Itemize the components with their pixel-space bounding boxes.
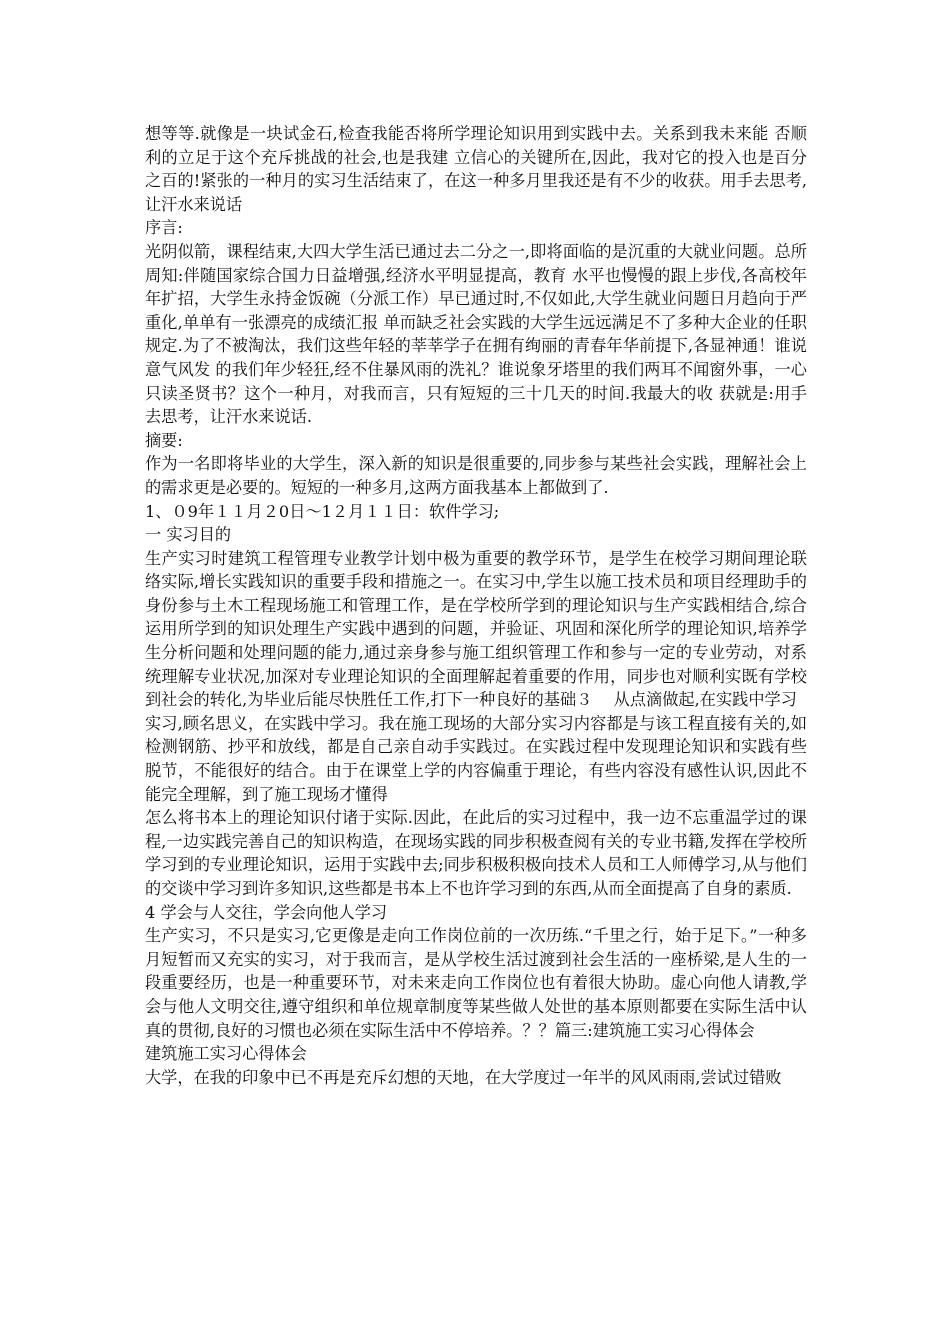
heading-communication: 4 学会与人交往，学会向他人学习: [145, 902, 388, 922]
document-page: [145, 122, 807, 1089]
paragraph-communication: 生产实习，不只是实习,它更像是走向工作岗位前的一次历练.“千里之行，始于足下。”一种多月短暂而又充实的实习，对于我而言，是从学校生活过渡到社会生活的一座桥梁,是人生的一段重要经历，也是一种重要环节，对未来走向工作岗位也有着很大协助。虚心向他人请教,学会与他人文明交往,遵守组织和单位规章制度等某些做人处世的基本原则都要在实际生活中认真的贯彻,良好的习惯也必须在实际生活中不停培养。？？篇三:建筑施工实习心得体会: [145, 926, 807, 1040]
heading-abstract: 摘要:: [145, 430, 183, 450]
paragraph-preface: 光阴似箭，课程结束,大四大学生活已通过去二分之一,即将面临的是沉重的大就业问题。总所周知:伴随国家综合国力日益增强,经济水平明显提高，教育 水平也慢慢的跟上步伐,各高校年年扩招，大学生永持金饭碗（分派工作）早已通过时,不仅如此,大学生就业问题日月趋向于严重化,单单有一张漂亮的成绩汇报 单而缺乏社会实践的大学生远远满足不了多种大企业的任职规定.为了不被淘汰，我们这些年轻的莘莘学子在拥有绚丽的青春年华前提下,各显神通！谁说意气风发 的我们年少轻狂,经不住暴风雨的洗礼？谁说象牙塔里的我们两耳不闻窗外事，一心只读圣贤书？这个一种月，对我而言，只有短短的三十几天的时间.我最大的收 获就是:用手去思考，让汗水来说话.: [145, 241, 807, 427]
paragraph-practice: 实习,顾名思义，在实践中学习。我在施工现场的大部分实习内容都是与该工程直接有关的,如检测钢筋、抄平和放线，都是自己亲自动手实践过。在实践过程中发现理论知识和实践有些脱节，不能很好的结合。由于在课堂上学的内容偏重于理论，有些内容没有感性认识,因此不能完全理解，到了施工现场才懂得: [145, 713, 807, 804]
heading-preface: 序言:: [145, 218, 183, 238]
paragraph-purpose: 生产实习时建筑工程管理专业教学计划中极为重要的教学环节，是学生在校学习期间理论联络实际,增长实践知识的重要手段和措施之一。在实习中,学生以施工技术员和项目经理助手的身份参与土木工程现场施工和管理工作，是在学校所学到的理论知识与生产实践相结合,综合运用所学到的知识处理生产实践中遇到的问题，并验证、巩固和深化所学的理论知识,培养学生分析问题和处理问题的能力,通过亲身参与施工组织管理工作和参与一定的专业劳动，对系统理解专业状况,加深对专业理论知识的全面理解起着重要的作用，同步也对顺利实既有学校到社会的转化,为毕业后能尽快胜任工作,打下一种良好的基础３ 从点滴做起,在实践中学习: [145, 548, 807, 710]
paragraph-theory: 怎么将书本上的理论知识付诸于实际.因此，在此后的实习过程中，我一边不忘重温学过的课程,一边实践完善自己的知识构造，在现场实践的同步积极查阅有关的专业书籍,发挥在学校所学习到的专业理论知识，运用于实践中去;同步积极积极向技术人员和工人师傅学习,从与他们的交谈中学习到许多知识,这些都是书本上不也许学习到的东西,从而全面提高了自身的素质.: [145, 808, 807, 898]
heading-section-three: 建筑施工实习心得体会: [145, 1044, 307, 1064]
schedule-item: 1、０9年１１月２0日～1２月１１日：软件学习;: [145, 501, 500, 521]
paragraph-intro: 想等等.就像是一块试金石,检查我能否将所学理论知识用到实践中去。关系到我未来能 否顺利的立足于这个充斥挑战的社会,也是我建 立信心的关键所在,因此，我对它的投入也是百分之百的!紧张的一种月的实习生活结束了，在这一种多月里我还是有不少的收获。用手去思考,让汗水来说话: [145, 124, 807, 214]
paragraph-university: 大学，在我的印象中已不再是充斥幻想的天地，在大学度过一年半的风风雨雨,尝试过错败: [145, 1067, 782, 1087]
paragraph-abstract: 作为一名即将毕业的大学生，深入新的知识是很重要的,同步参与某些社会实践，理解社会上的需求更是必要的。短短的一种多月,这两方面我基本上都做到了.: [145, 454, 807, 497]
heading-purpose: 一 实习目的: [145, 525, 232, 545]
